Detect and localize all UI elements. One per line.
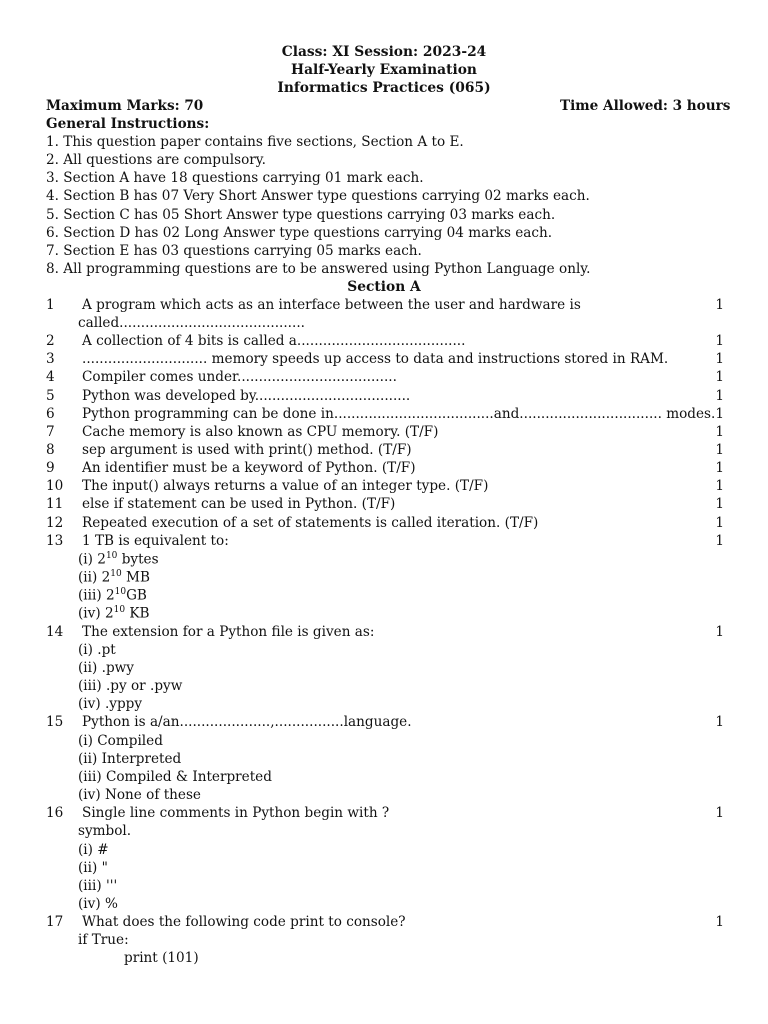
question-number: 12 bbox=[46, 515, 64, 531]
question-number: 11 bbox=[46, 496, 64, 512]
question-number: 9 bbox=[46, 460, 55, 476]
answer-option: (i) $2^{10}$ bytes bbox=[78, 551, 159, 568]
question-mark: 1 bbox=[715, 388, 724, 404]
answer-option: (iv) % bbox=[78, 896, 118, 912]
question-mark: 1 bbox=[715, 424, 724, 440]
question-mark: 1 bbox=[715, 624, 724, 640]
question-number: 13 bbox=[46, 533, 64, 549]
answer-option: (ii) $2^{10}$ MB bbox=[78, 569, 150, 586]
instruction-item: 1. This question paper contains five sections, Section A to E. bbox=[46, 134, 464, 150]
question-number: 16 bbox=[46, 805, 64, 821]
question-mark: 1 bbox=[715, 460, 724, 476]
question-number: 7 bbox=[46, 424, 55, 440]
question-text: The extension for a Python file is given as: bbox=[82, 624, 375, 640]
subject-title: Informatics Practices (065) bbox=[277, 80, 491, 96]
question-text: Single line comments in Python begin with ? bbox=[82, 805, 390, 821]
instruction-item: 4. Section B has 07 Very Short Answer type questions carrying 02 marks each. bbox=[46, 188, 590, 204]
question-text: Python programming can be done in.....................................and................................. modes. bbox=[82, 406, 716, 422]
question-mark: 1 bbox=[715, 406, 724, 422]
question-text: else if statement can be used in Python. (T/F) bbox=[82, 496, 396, 512]
question-mark: 1 bbox=[715, 351, 724, 367]
question-text: The input() always returns a value of an integer type. (T/F) bbox=[82, 478, 489, 494]
question-text: Python was developed by.................................... bbox=[82, 388, 411, 404]
question-mark: 1 bbox=[715, 496, 724, 512]
answer-option: (iii) ''' bbox=[78, 878, 118, 894]
question-text-continued: symbol. bbox=[78, 823, 132, 839]
question-mark: 1 bbox=[715, 333, 724, 349]
instruction-item: 2. All questions are compulsory. bbox=[46, 152, 266, 168]
answer-option: (i) .pt bbox=[78, 642, 116, 658]
answer-option: (iii) Compiled & Interpreted bbox=[78, 769, 272, 785]
question-number: 3 bbox=[46, 351, 55, 367]
question-text: An identifier must be a keyword of Python. (T/F) bbox=[82, 460, 416, 476]
instruction-item: 3. Section A have 18 questions carrying 01 mark each. bbox=[46, 170, 424, 186]
question-mark: 1 bbox=[715, 478, 724, 494]
question-mark: 1 bbox=[715, 805, 724, 821]
answer-option: (iv) .yppy bbox=[78, 696, 143, 712]
question-mark: 1 bbox=[715, 297, 724, 313]
answer-option: (i) Compiled bbox=[78, 733, 163, 749]
question-mark: 1 bbox=[715, 442, 724, 458]
exam-title: Half-Yearly Examination bbox=[291, 62, 477, 78]
code-line: if True: bbox=[78, 932, 129, 948]
answer-option: (ii) Interpreted bbox=[78, 751, 182, 767]
question-mark: 1 bbox=[715, 714, 724, 730]
question-mark: 1 bbox=[715, 369, 724, 385]
instruction-item: 8. All programming questions are to be answered using Python Language only. bbox=[46, 261, 591, 277]
class-session-heading: Class: XI Session: 2023-24 bbox=[281, 44, 487, 60]
question-number: 4 bbox=[46, 369, 55, 385]
answer-option: (ii) .pwy bbox=[78, 660, 134, 676]
question-text: What does the following code print to console? bbox=[82, 914, 406, 930]
section-title: Section A bbox=[347, 279, 421, 295]
question-number: 15 bbox=[46, 714, 64, 730]
question-number: 8 bbox=[46, 442, 55, 458]
instructions-heading: General Instructions: bbox=[46, 116, 210, 132]
answer-option: (iii) .py or .pyw bbox=[78, 678, 183, 694]
instruction-item: 7. Section E has 03 questions carrying 05 marks each. bbox=[46, 243, 422, 259]
question-number: 14 bbox=[46, 624, 64, 640]
question-mark: 1 bbox=[715, 914, 724, 930]
answer-option: (ii) " bbox=[78, 860, 108, 876]
answer-option: (iv) $2^{10}$ KB bbox=[78, 605, 150, 622]
code-line: print (101) bbox=[124, 950, 199, 966]
question-number: 5 bbox=[46, 388, 55, 404]
question-text: Repeated execution of a set of statements is called iteration. (T/F) bbox=[82, 515, 539, 531]
question-text: A collection of 4 bits is called a....................................... bbox=[82, 333, 466, 349]
question-number: 10 bbox=[46, 478, 64, 494]
question-number: 6 bbox=[46, 406, 55, 422]
answer-option: (iii) $2^{10}GB$ bbox=[78, 587, 147, 604]
question-text: ............................. memory speeds up access to data and instructions stored in RAM. bbox=[82, 351, 669, 367]
question-text: A program which acts as an interface between the user and hardware is bbox=[82, 297, 581, 313]
max-marks: Maximum Marks: 70 bbox=[46, 98, 204, 114]
question-text: Python is a/an.....................,................language. bbox=[82, 714, 412, 730]
question-text: Compiler comes under..................................... bbox=[82, 369, 397, 385]
answer-option: (i) # bbox=[78, 842, 109, 858]
question-text: 1 TB is equivalent to: bbox=[82, 533, 229, 549]
instruction-item: 6. Section D has 02 Long Answer type questions carrying 04 marks each. bbox=[46, 225, 553, 241]
question-text-continued: called........................................... bbox=[78, 315, 305, 331]
instruction-item: 5. Section C has 05 Short Answer type questions carrying 03 marks each. bbox=[46, 207, 556, 223]
question-mark: 1 bbox=[715, 515, 724, 531]
question-mark: 1 bbox=[715, 533, 724, 549]
question-text: sep argument is used with print() method. (T/F) bbox=[82, 442, 412, 458]
answer-option: (iv) None of these bbox=[78, 787, 201, 803]
question-number: 1 bbox=[46, 297, 55, 313]
question-number: 2 bbox=[46, 333, 55, 349]
question-number: 17 bbox=[46, 914, 64, 930]
time-allowed: Time Allowed: 3 hours bbox=[560, 98, 731, 114]
question-text: Cache memory is also known as CPU memory. (T/F) bbox=[82, 424, 439, 440]
